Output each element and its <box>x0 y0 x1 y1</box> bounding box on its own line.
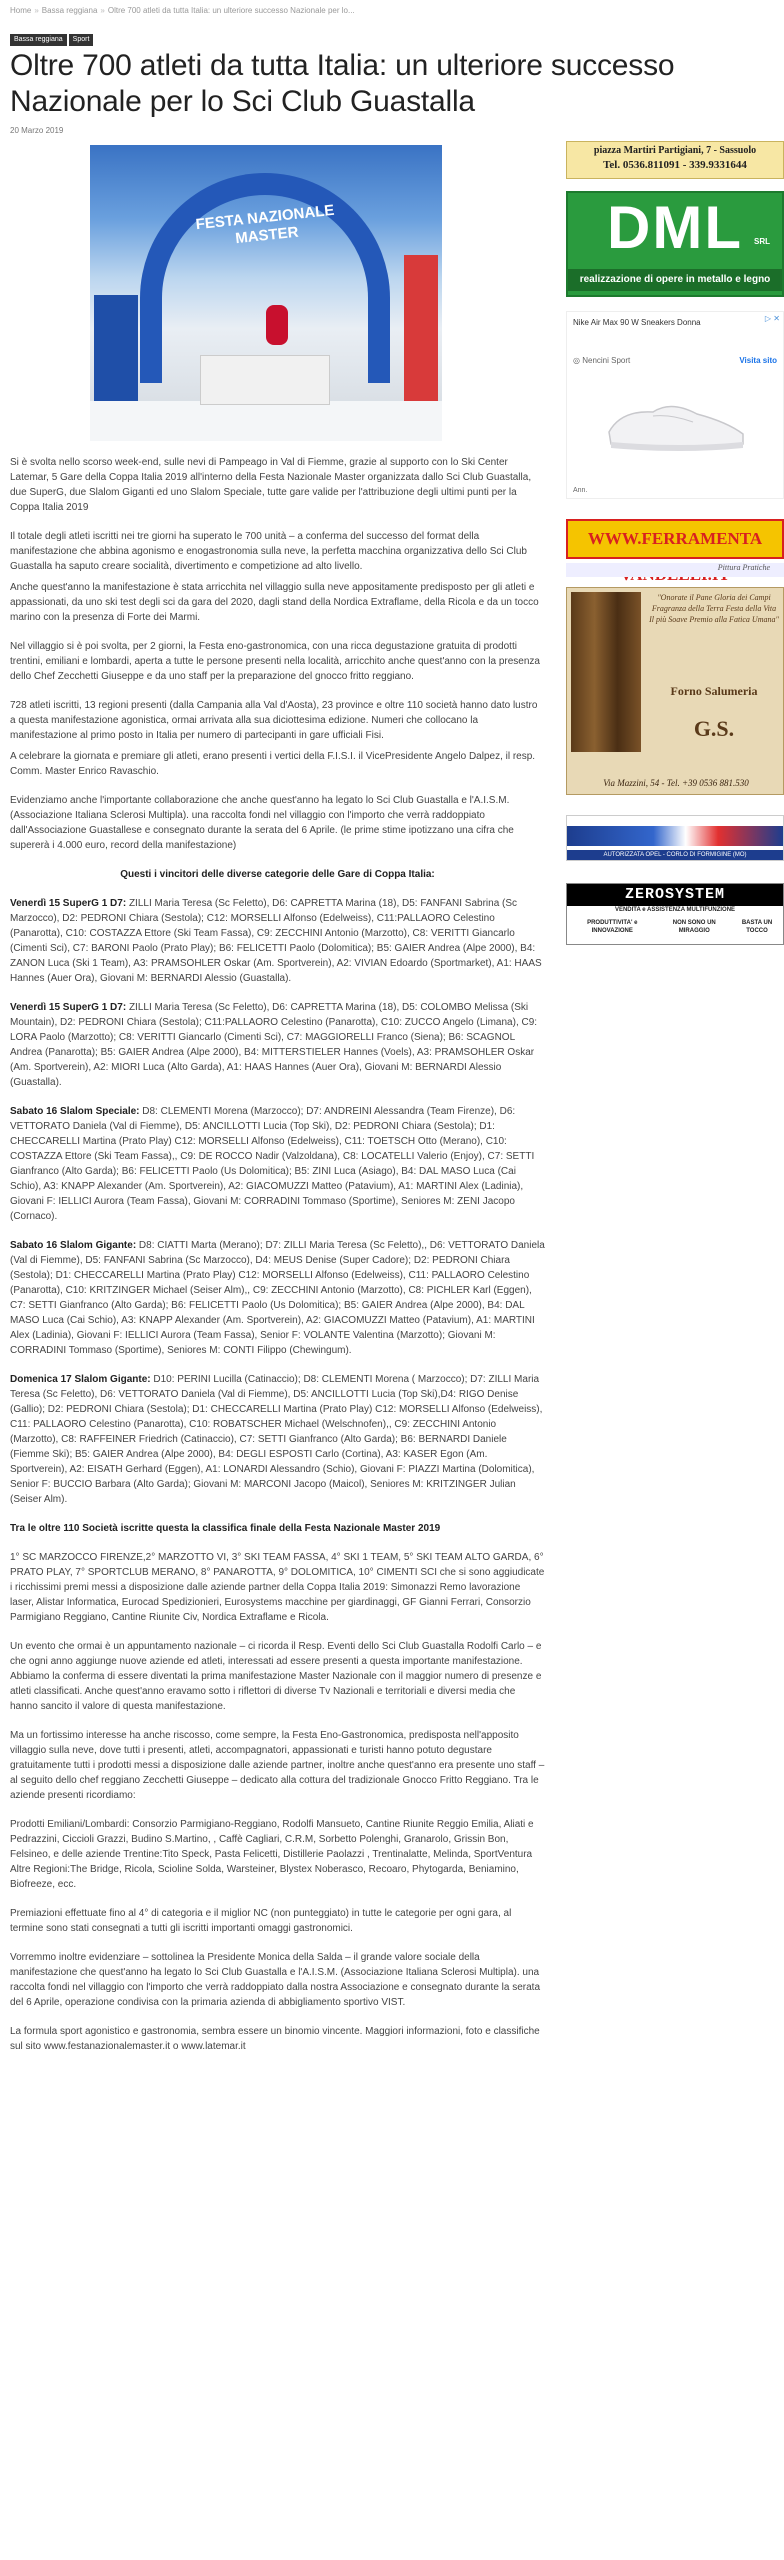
tag-bassa-reggiana[interactable]: Bassa reggiana <box>10 34 67 46</box>
race-label: Sabato 16 Slalom Gigante: <box>10 1240 137 1251</box>
dml-tagline: realizzazione di opere in metallo e legno <box>568 269 782 291</box>
ad-forno-salumeria[interactable] <box>566 587 784 795</box>
hero-image <box>90 145 442 441</box>
breadcrumb-separator: » <box>100 6 105 15</box>
race-text: D8: CLEMENTI Morena (Marzocco); D7: ANDREINI Alessandra (Team Firenze), D6: VETTORATO Daniela (Val di Fiemme), D5: ANCILLOTTI Lucia (Top Ski), D2: PEDRONI Chiara (Sestola); D1: CHECCARELLI Martina (Prato Play) C12: MORSELLI Alfonso (Edelweiss), C11: TOETSCH Otto (Merano), C10: COSTAZZA Ettore (Ski Team Fassa),, C9: DE ROCCO Nadir (Valzoldana), C8: LOCATELLI Valerio (Enjoy), C7: SETTI Gianfranco (Alto Garda); B6: FELICETTI Paolo (Us Dolomitica); B5: ZINI Luca (Asiago), B4: DAL MASO Luca (Cai Schio), A3: KNAPP Alexander (Am. Sportverein), A2: GIACOMUZZI Matteo (Patavium), A1: MARTINI Alex (Ladinia), Giovani F: IELLICI Aurora (Team Fassa), Giovani M: CORRADINI Tommaso (Sportime), Seniores M: ZENI Jacopo (Cornaco). <box>10 1106 535 1222</box>
ad-phone: Tel. 0536.811091 - 339.9331644 <box>603 159 747 171</box>
globe-icon: ◎ <box>573 356 580 365</box>
paragraph: Premiazioni effettuate fino al 4° di categoria e il miglior NC (non punteggiato) in tutte le categorie per ogni gara, al termine sono stati consegnati a tutti gli iscritti importanti omaggi gastronomici. <box>10 1908 512 1934</box>
wine-bottles-image <box>571 592 641 752</box>
ad-headline: Nike Air Max 90 W Sneakers Donna <box>573 318 701 327</box>
race-results <box>10 1000 545 1090</box>
shop-address: Via Mazzini, 54 - Tel. +39 0536 881.530 <box>603 778 749 788</box>
ad-quote: "Onorate il Pane Gloria dei Campi Fragranza della Terra Festa della Vita Il più Soave Premio alla Fatica Umana" <box>649 593 779 624</box>
race-label: Venerdì 15 SuperG 1 D7: <box>10 1002 127 1013</box>
banner-left <box>94 295 138 415</box>
paragraph: Evidenziamo anche l'importante collaborazione che anche quest'anno ha legato lo Sci Club Guastalla e l'A.I.S.M. (Associazione Italiana Sclerosi Multipla). una raccolta fondi nel villaggio con l'importo che verrà raddoppiato dall'Associazione Guastallese e consegnato durante la serata del 6 Aprile. (le prime stime ipotizzano una cifra che supererà i 4.000 euro, record della manifestazione) <box>10 795 514 851</box>
race-results <box>10 896 545 986</box>
shop-name: Forno Salumeria <box>670 684 758 698</box>
vandelli-logo: WWW.FERRAMENTA <box>587 529 763 548</box>
race-label: Sabato 16 Slalom Speciale: <box>10 1106 140 1117</box>
ad-advertiser-row <box>573 356 777 365</box>
banner-right <box>404 255 438 425</box>
race-text: ZILLI Maria Teresa (Sc Feletto), D6: CAPRETTA Marina (18), D5: COLOMBO Melissa (Ski Mountain), D2: PEDRONI Chiara (Sestola); C11:PALLAORO Celestino (Panarotta), C10: ZUCCO Angelo (Limana), C9: LORA Paolo (Marzotto); C8: VERITTI Giancarlo (Cimenti Sci), C7: MAGGIORELLI Franco (Siena); B6: SCAGNOL Andrea (Panarotta); B5: GAIER Andrea (Alpe 2000), B4: MITTERSTIELER Hannes (Voels), A3: PRAMSOHLER Oskar (Am. Sportverein), A2: MIORI Luca (Alto Garda), A1: HAAS Hannes (Auer Ora), Giovani M: BERNARDI Alessio (Guastalla). <box>10 1002 538 1088</box>
paragraph: Si è svolta nello scorso week-end, sulle nevi di Pampeago in Val di Fiemme, grazie al supporto con lo Ski Center Latemar, 5 Gare della Coppa Italia 2019 all'interno della Festa Nazionale Master organizzata dallo Sci Club Guastalla, due SuperG, due Slalom Giganti ed uno Slalom Speciale, tutte gare valide per l'attribuzione degli ultimi punti per la Coppa Italia 2019 <box>10 457 532 513</box>
tag-sport[interactable]: Sport <box>69 34 94 46</box>
arch-text: FESTA NAZIONALE MASTER <box>194 201 336 248</box>
paragraph: Prodotti Emiliani/Lombardi: Consorzio Parmigiano-Reggiano, Rodolfi Mansueto, Cantine Riunite Reggio Emilia, Aliati e Pedrazzini, Ciccioli Grazzi, Budino S.Martino, , Caffè Cagliari, C.R.M, Sorbetto Polenghi, Granarolo, Grissin Bon, Felsineo, e delle aziende Trentine:Tito Speck, Pasta Felicetti, Distillerie Paolazzi , Trentinalatte, Melinda, SportVentura Altre Regioni:The Bridge, Ricola, Scioline Solda, Warsteiner, Blystex Noberasco, Recoaro, Phytogarda, Beniamino, Biofreeze, ecc. <box>10 1819 534 1890</box>
ad-address: piazza Martiri Partigiani, 7 - Sassuolo <box>593 145 757 156</box>
breadcrumb-section[interactable]: Bassa reggiana <box>41 6 98 15</box>
race-label: Domenica 17 Slalom Gigante: <box>10 1374 151 1385</box>
ad-nike-sneakers[interactable] <box>566 311 784 499</box>
paragraph: A celebrare la giornata e premiare gli atleti, erano presenti i vertici della F.I.S.I. il VicePresidente Angelo Dalpez, il resp. Comm. Master Enrico Ravaschio. <box>10 751 536 777</box>
paragraph: Il totale degli atleti iscritti nei tre giorni ha superato le 700 unità – a conferma del successo del format della manifestazione che abbina agonismo e enogastronomia sulla neve, la perfetta macchina organizzativa dello Sci Club Guastalla ha saputo creare socialità, divertimento e competizione ad alto livello. <box>10 531 527 572</box>
zerosystem-logo: ZEROSYSTEM <box>567 884 783 906</box>
paragraph: Un evento che ormai è un appuntamento nazionale – ci ricorda il Resp. Eventi dello Sci Club Guastalla Rodolfi Carlo – e che ogni anno aggiunge nuove aziende ed atleti, interessati ad essere presenti a questa importante manifestazione. Abbiamo la conferma di essere diventati la prima manifestazione Master Nazionale con il maggior numero di presenze e atleti classificati. Anche quest'anno eravamo sotto i riflettori di diverse Tv Nazionali e territoriali e diversi media che hanno sancito il valore di questa manifestazione. <box>10 1641 542 1712</box>
ad-banner-sassuolo[interactable] <box>566 141 784 179</box>
article-date: 20 Marzo 2019 <box>10 126 64 135</box>
sneaker-image <box>601 392 751 454</box>
dml-suffix: SRL <box>754 237 770 246</box>
race-text: ZILLI Maria Teresa (Sc Feletto), D6: CAPRETTA Marina (18), D5: FANFANI Sabrina (Sc Marzocco), D2: PEDRONI Chiara (Sestola); C12: MORSELLI Alfonso (Edelweiss), C11:PALLAORO Celestino (Panarotta), C10: COSTAZZA Ettore (Ski Team Fassa), C9: ZECCHINI Antonio (Marzotto), C8: VERITTI Giancarlo (Cimenti Sci), C7: BARONI Paolo (Prato Play); B6: FELICETTI Paolo (Dolomitica); B5: GAIER Andrea (Alpe 2000), B4: ZANON Luca (Ski 1 Team), A3: PRAMSOHLER Oskar (Am. Sportverein), A2: VIVIAN Edoardo (Sportmarket), A1: HAAS Hannes (Auer Ora), Giovani M: BERNARDI Alessio (Guastalla). <box>10 898 542 984</box>
visit-site-button[interactable]: Visita sito <box>739 356 777 365</box>
ad-ferramenta-vandelli[interactable] <box>566 519 784 559</box>
article-title: Oltre 700 atleti da tutta Italia: un ulteriore successo Nazionale per lo Sci Club Guastalla <box>10 49 675 118</box>
sidebar <box>566 141 784 945</box>
ad-label: Ann. <box>573 487 588 494</box>
paragraph: Anche quest'anno la manifestazione è stata arricchita nel villaggio sulla neve appositamente predisposto per gli atleti e appassionati, da uno ski test degli sci da gara del 2020, dagli stand della Nordica Extraflame, della Ricola e da un tocco marino con la presenza di Forte dei Marmi. <box>10 582 539 623</box>
adchoices-icon[interactable]: ▷ ✕ <box>764 314 780 323</box>
article-body <box>10 141 545 2054</box>
gs-logo: G.S. <box>693 716 735 741</box>
dml-logo: DML <box>607 194 743 261</box>
ad-banner-dml[interactable] <box>566 191 784 297</box>
ad-advertiser: Nencini Sport <box>582 356 631 365</box>
podium <box>200 355 330 405</box>
race-results <box>10 1372 545 1507</box>
paragraph: Nel villaggio si è poi svolta, per 2 giorni, la Festa eno-gastronomica, con una ricca degustazione gratuita di prodotti trentini, emiliani e lombardi, aperta a tutte le persone presenti nella località, arricchito anche quest'anno con la presenza dello Chef Zecchetti Giuseppe e da uno staff per la preparazione del gnocco fritto reggiano. <box>10 641 540 682</box>
race-text: D10: PERINI Lucilla (Catinaccio); D8: CLEMENTI Morena ( Marzocco); D7: ZILLI Maria Teresa (Sc Feletto), D6: VETTORATO Daniela (Val di Fiemme), D5: ANCILLOTTI Lucia (Top Ski),D4: RIGO Denise (Gallio); D2: PEDRONI Chiara (Sestola); D1: CHECCARELLI Martina (Prato Play) C12: MORSELLI Alfonso (Edelweiss), C11: PALLAORO Celestino (Panarotta), C10: ROBATSCHER Michael (Welschnofen),, C9: ZECCHINI Antonio (Marzotto), C8: RAFFEINER Friedrich (Catinaccio), C7: SETTI Gianfranco (Alto Garda); B6: BERNARDI Daniele (Fiemme Ski); B5: GAIER Andrea (Alpe 2000), B4: DEGLI ESPOSTI Carlo (Cortina), A3: KASER Egon (Am. Sportverein), A2: EISATH Gerhard (Eggen), A1: LONARDI Alessandro (Schio), Giovani F: PIAZZI Martina (Dolomitica), Senior F: BUCCIO Barbara (Alto Garda); Giovani M: MARCONI Jacopo (Maicol), Seniores M: KRITZINGER Julian (Seiser Alm). <box>10 1374 543 1505</box>
breadcrumb-separator: » <box>34 6 39 15</box>
opel-caption: AUTORIZZATA OPEL - CORLO DI FORMIGINE (MO) <box>567 850 783 860</box>
paragraph: 728 atleti iscritti, 13 regioni presenti (dalla Campania alla Val d'Aosta), 23 province e oltre 110 società hanno dato lustro a questa manifestazione agonistica, ormai arrivata alla sua diciottesima edizione. Numeri che collocano la manifestazione al primo posto in Italia per numero di partecipanti in gare ufficiali Fisi. <box>10 700 538 741</box>
race-results <box>10 1238 545 1358</box>
category-tags <box>10 28 769 43</box>
paragraph: 1° SC MARZOCCO FIRENZE,2° MARZOTTO VI, 3° SKI TEAM FASSA, 4° SKI 1 TEAM, 5° SKI TEAM ALTO GARDA, 6° PRATO PLAY, 7° SPORTCLUB MERANO, 8° PANAROTTA, 9° DOLOMITICA, 10° CIMENTI SCI che si sono aggiudicate i ricchissimi premi messi a disposizione dalle aziende partner della Coppa Italia 2019: Simonazzi Remo lavorazione laser, Alistar Informatica, Eurocad Spedizionieri, Eurosystems macchine per giardinaggi, GF Gianni Ferrari, Consorzio Parmigiano Reggiano, Cantine Riunite Civ, Nordica Extraflame e Ricola. <box>10 1552 545 1623</box>
ad-opel[interactable] <box>566 815 784 861</box>
race-text: D8: CIATTI Marta (Merano); D7: ZILLI Maria Teresa (Sc Feletto),, D6: VETTORATO Daniela (Val di Fiemme), D5: FANFANI Sabrina (Sc Marzocco), D4: MEUS Denise (Super Cadore); D2: PEDRONI Chiara (Sestola); D1: CHECCARELLI Martina (Prato Play) C12: MORSELLI Alfonso (Edelweiss), C11: PALLAORO Celestino (Panarotta), C10: KRITZINGER Michael (Seiser Alm),, C9: ZECCHINI Antonio (Marzotto), C8: PICHLER Karl (Eggen), C7: SETTI Gianfranco (Alto Garda); B6: FELICETTI Paolo (Us Dolomitica); B5: GAIER Andrea (Alpe 2000), B4: DAL MASO Luca (Cai Schio), A3: KNAPP Alexander (Am. Sportverein), A2: GIACOMUZZI Matteo (Patavium), A1: MARTINI Alex (Ladinia), Giovani F: IELLICI Aurora (Team Fassa), Senior F: VOLANTE Valentina (Marzotto); Giovani M: CORRADINI Tommaso (Sportime), Seniores M: CONTI Filippo (Chewingum). <box>10 1240 545 1356</box>
paragraph: Vorremmo inoltre evidenziare – sottolinea la Presidente Monica della Salda – il grande valore sociale della manifestazione che quest'anno ha legato lo Sci Club Guastalla e l'A.I.S.M. (Associazione Italiana Sclerosi Multipla). una raccolta fondi nel villaggio con l'importo che verrà raddoppiato dalla nostra Associazione e consegnato durante la serata del 6 Aprile, operazione condivisa con la primaria azienda di abbigliamento sportivo VIST. <box>10 1952 541 2008</box>
skier <box>266 305 288 345</box>
race-label: Venerdì 15 SuperG 1 D7: <box>10 898 127 909</box>
societies-heading: Tra le oltre 110 Società iscritte questa la classifica finale della Festa Nazionale Master 2019 <box>10 1523 441 1534</box>
snow <box>90 401 442 441</box>
race-results <box>10 1104 545 1224</box>
zerosystem-col: PRODUTTIVITA' e INNOVAZIONE <box>587 920 638 934</box>
opel-banner-image <box>567 826 783 846</box>
zerosystem-subtitle: VENDITA e ASSISTENZA MULTIFUNZIONE <box>614 907 736 913</box>
ad-strip[interactable]: Pittura Pratiche <box>566 563 784 577</box>
breadcrumb <box>10 6 769 18</box>
paragraph: La formula sport agonistico e gastronomia, sembra essere un binomio vincente. Maggiori informazioni, foto e classifiche sul sito www.festanazionalemaster.it o www.latemar.it <box>10 2026 540 2052</box>
winners-heading: Questi i vincitori delle diverse categorie delle Gare di Coppa Italia: <box>120 869 435 880</box>
paragraph: Ma un fortissimo interesse ha anche riscosso, come sempre, la Festa Eno-Gastronomica, predisposta nell'apposito villaggio sulla neve, dove tutti i presenti, atleti, accompagnatori, appassionati e turisti hanno potuto degustare gratuitamente tutti i prodotti messi a disposizione dalle aziende partner, inoltre anche quest'anno era presente uno staff – al seguito dello chef reggiano Zecchetti Giuseppe – dedicato alla cottura del tradizionale Gnocco Fritto Reggiano. Tra le aziende presenti ricordiamo: <box>10 1730 545 1801</box>
breadcrumb-home[interactable]: Home <box>10 6 32 15</box>
zerosystem-columns <box>567 919 783 935</box>
ad-zerosystem[interactable] <box>566 883 784 945</box>
breadcrumb-current: Oltre 700 atleti da tutta Italia: un ulteriore successo Nazionale per lo... <box>107 6 355 15</box>
zerosystem-col: BASTA UN TOCCO <box>741 920 773 934</box>
zerosystem-col: NON SONO UN MIRAGGIO <box>672 920 716 934</box>
